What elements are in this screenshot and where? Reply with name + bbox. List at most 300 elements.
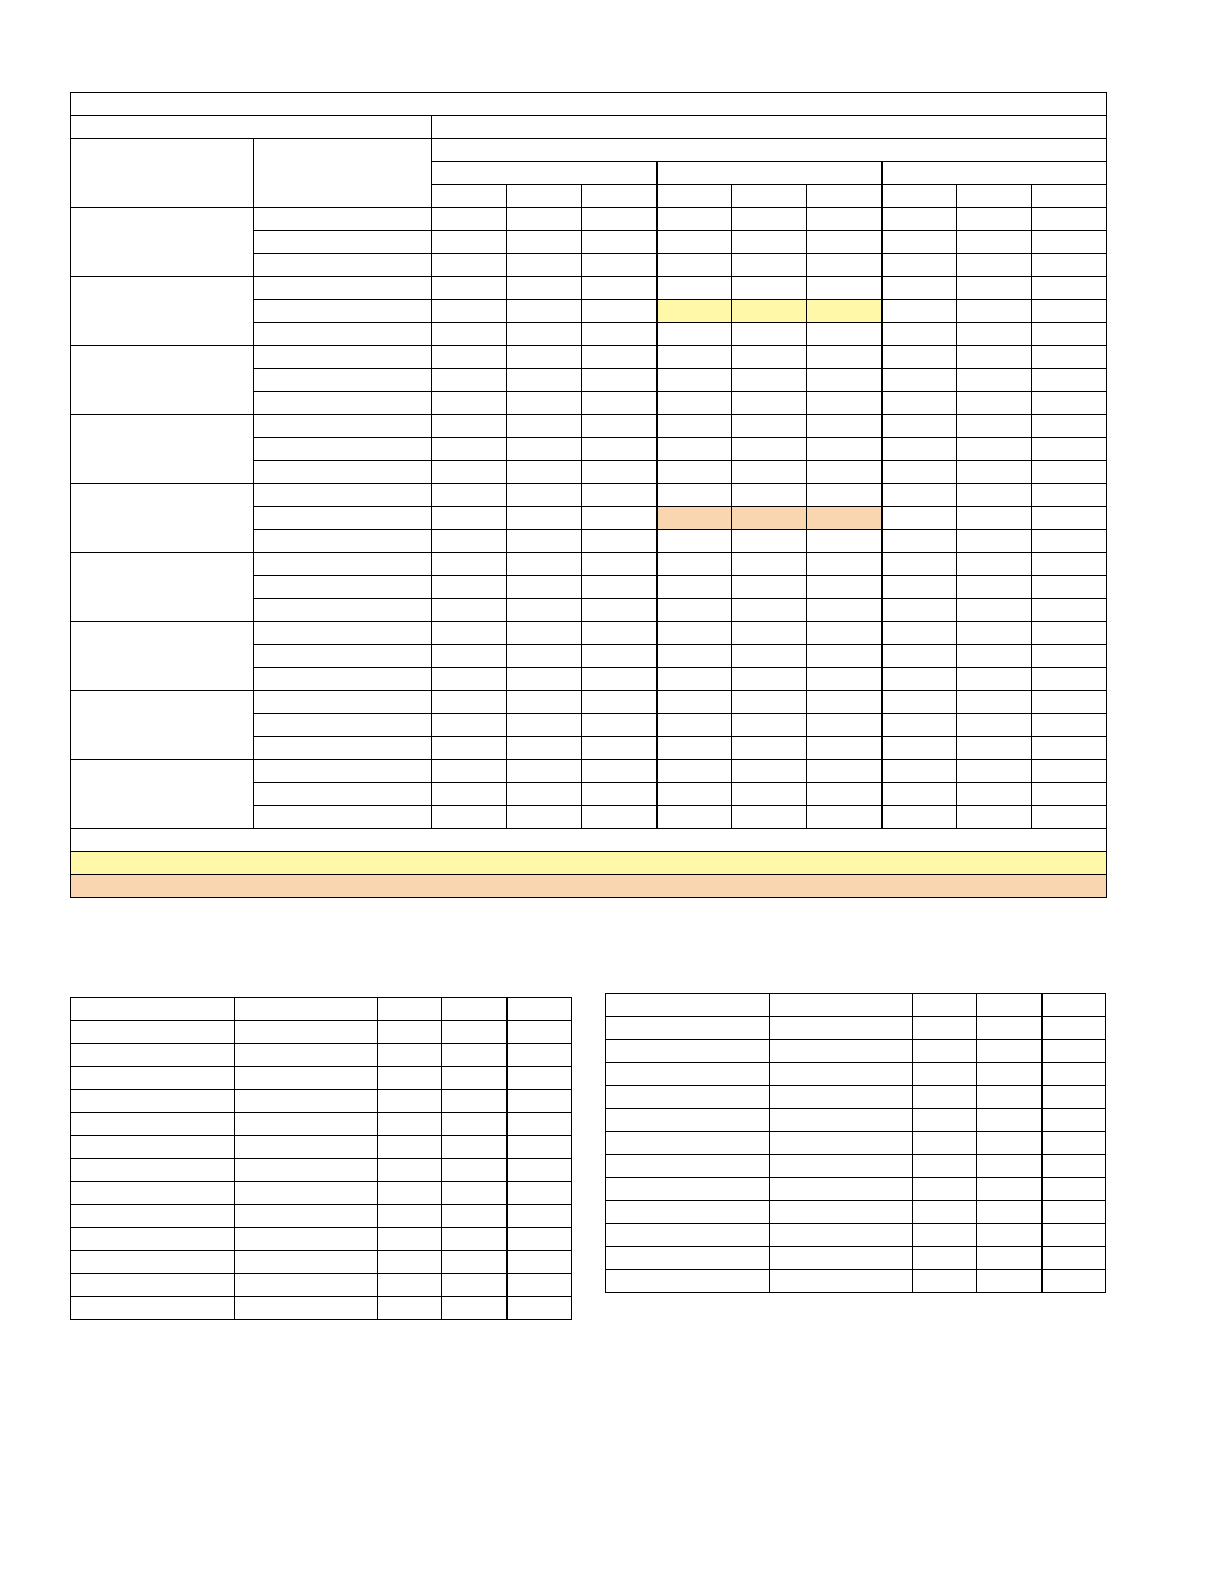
table-cell (507, 714, 582, 737)
table-cell (957, 369, 1032, 392)
table-cell (807, 346, 882, 369)
table-cell (1032, 231, 1107, 254)
table-cell (807, 231, 882, 254)
table-row (71, 277, 1107, 300)
table-row (606, 1132, 1106, 1155)
table-cell (606, 994, 770, 1017)
table-cell (957, 254, 1032, 277)
table-row (71, 484, 1107, 507)
table-cell (432, 415, 507, 438)
table-cell (507, 599, 582, 622)
table-cell (882, 783, 957, 806)
table-cell (507, 1067, 572, 1090)
column-supergroup (432, 139, 1107, 162)
table-cell (957, 277, 1032, 300)
table-cell (807, 691, 882, 714)
table-row (71, 1251, 572, 1274)
table-cell (657, 668, 732, 691)
table-cell (507, 1159, 572, 1182)
table-cell (432, 668, 507, 691)
table-row (71, 1113, 572, 1136)
table-row (71, 1021, 572, 1044)
table-cell (582, 507, 657, 530)
table-cell (977, 1040, 1042, 1063)
table-cell (732, 553, 807, 576)
table-cell (507, 254, 582, 277)
table-row (606, 1178, 1106, 1201)
table-cell (807, 507, 882, 530)
table-cell (235, 998, 378, 1021)
table-cell (71, 1044, 235, 1067)
table-cell (1032, 737, 1107, 760)
table-cell (606, 1224, 770, 1247)
table-cell (657, 461, 732, 484)
table-cell (1042, 1132, 1106, 1155)
column-group (882, 162, 1107, 185)
row-label (254, 760, 432, 783)
table-cell (770, 1270, 913, 1293)
table-cell (770, 1155, 913, 1178)
table-cell (1032, 277, 1107, 300)
table-cell (732, 484, 807, 507)
table-cell (1032, 691, 1107, 714)
table-cell (432, 392, 507, 415)
table-cell (606, 1040, 770, 1063)
table-cell (977, 994, 1042, 1017)
row-label (254, 806, 432, 829)
table-cell (1032, 760, 1107, 783)
table-cell (977, 1155, 1042, 1178)
row-group-label (71, 277, 254, 346)
sub-column-header (1032, 185, 1107, 208)
table-cell (913, 1017, 977, 1040)
table-cell (507, 668, 582, 691)
table-cell (582, 530, 657, 553)
table-cell (1042, 1247, 1106, 1270)
table-row (71, 1044, 572, 1067)
table-cell (507, 277, 582, 300)
row-label (254, 438, 432, 461)
sub-column-header (507, 185, 582, 208)
table-cell (235, 1067, 378, 1090)
table-cell (606, 1270, 770, 1293)
table-cell (732, 277, 807, 300)
table-cell (657, 254, 732, 277)
table-cell (977, 1017, 1042, 1040)
table-cell (432, 599, 507, 622)
table-cell (657, 323, 732, 346)
row-group-label (71, 553, 254, 622)
table-cell (732, 668, 807, 691)
table-cell (378, 1090, 442, 1113)
table-cell (582, 392, 657, 415)
table-cell (442, 1228, 507, 1251)
table-cell (770, 994, 913, 1017)
row-label (254, 714, 432, 737)
legend-swatch-row (71, 875, 1107, 898)
table-cell (582, 208, 657, 231)
table-cell (957, 438, 1032, 461)
table-row (606, 1247, 1106, 1270)
table-cell (913, 1109, 977, 1132)
table-cell (507, 392, 582, 415)
table-cell (432, 530, 507, 553)
table-cell (732, 530, 807, 553)
table-cell (432, 300, 507, 323)
table-row (606, 1109, 1106, 1132)
table-cell (657, 599, 732, 622)
table-cell (977, 1086, 1042, 1109)
table-cell (732, 645, 807, 668)
table-cell (770, 1086, 913, 1109)
table-cell (657, 714, 732, 737)
table-cell (442, 1297, 507, 1320)
table-cell (582, 438, 657, 461)
table-cell (957, 231, 1032, 254)
table-cell (1032, 254, 1107, 277)
table-cell (732, 760, 807, 783)
table-row (71, 346, 1107, 369)
table-cell (507, 415, 582, 438)
table-cell (582, 300, 657, 323)
row-label (254, 231, 432, 254)
table-cell (507, 1205, 572, 1228)
table-cell (1042, 1017, 1106, 1040)
table-cell (882, 553, 957, 576)
table-cell (71, 1274, 235, 1297)
table-cell (882, 760, 957, 783)
table-cell (1032, 507, 1107, 530)
row-label (254, 783, 432, 806)
table-cell (657, 760, 732, 783)
table-cell (957, 208, 1032, 231)
table-cell (770, 1040, 913, 1063)
table-cell (1032, 369, 1107, 392)
table-cell (432, 622, 507, 645)
table-cell (432, 461, 507, 484)
table-cell (957, 484, 1032, 507)
table-row (71, 1182, 572, 1205)
table-cell (507, 760, 582, 783)
table-cell (770, 1247, 913, 1270)
row-label (254, 300, 432, 323)
header-right (432, 116, 1107, 139)
table-cell (807, 737, 882, 760)
table-cell (235, 1044, 378, 1067)
row-group-label (71, 760, 254, 829)
table-cell (507, 806, 582, 829)
table-cell (807, 622, 882, 645)
table-cell (582, 783, 657, 806)
table-cell (657, 553, 732, 576)
table-cell (442, 1136, 507, 1159)
table-cell (507, 1297, 572, 1320)
table-cell (235, 1090, 378, 1113)
table-cell (882, 737, 957, 760)
sub-column-header (657, 185, 732, 208)
table-cell (507, 553, 582, 576)
row-label (254, 208, 432, 231)
table-cell (1032, 415, 1107, 438)
table-cell (1032, 783, 1107, 806)
footer-row (71, 852, 1107, 875)
table-cell (582, 599, 657, 622)
table-cell (732, 691, 807, 714)
table-cell (977, 1109, 1042, 1132)
table-cell (1032, 484, 1107, 507)
footer-row (71, 829, 1107, 852)
table-cell (657, 484, 732, 507)
table-cell (235, 1251, 378, 1274)
table-cell (977, 1178, 1042, 1201)
table-cell (442, 1205, 507, 1228)
table-row (71, 1090, 572, 1113)
table-cell (770, 1132, 913, 1155)
table-row (606, 1155, 1106, 1178)
table-cell (807, 484, 882, 507)
table-cell (378, 998, 442, 1021)
table-cell (507, 1090, 572, 1113)
table-cell (507, 1251, 572, 1274)
table-cell (1032, 668, 1107, 691)
table-cell (235, 1182, 378, 1205)
table-cell (432, 760, 507, 783)
table-cell (582, 369, 657, 392)
table-cell (882, 438, 957, 461)
table-cell (1032, 461, 1107, 484)
table-cell (507, 576, 582, 599)
table-cell (657, 783, 732, 806)
table-cell (957, 300, 1032, 323)
table-cell (732, 714, 807, 737)
table-row (606, 1270, 1106, 1293)
table-cell (807, 530, 882, 553)
table-cell (913, 1247, 977, 1270)
table-cell (957, 530, 1032, 553)
table-cell (657, 806, 732, 829)
right-summary-table (605, 993, 1106, 1293)
table-cell (582, 576, 657, 599)
table-cell (1032, 346, 1107, 369)
table-cell (582, 231, 657, 254)
table-cell (378, 1274, 442, 1297)
table-cell (432, 277, 507, 300)
table-cell (378, 1136, 442, 1159)
table-cell (732, 806, 807, 829)
table-cell (770, 1201, 913, 1224)
table-cell (507, 484, 582, 507)
table-cell (432, 254, 507, 277)
row-group-label (71, 346, 254, 415)
row-label (254, 622, 432, 645)
table-cell (432, 645, 507, 668)
table-cell (378, 1021, 442, 1044)
table-cell (732, 507, 807, 530)
table-cell (977, 1063, 1042, 1086)
table-cell (507, 783, 582, 806)
table-cell (582, 691, 657, 714)
table-cell (71, 1182, 235, 1205)
table-cell (807, 254, 882, 277)
table-cell (1032, 622, 1107, 645)
table-cell (582, 668, 657, 691)
table-row (71, 998, 572, 1021)
table-cell (957, 622, 1032, 645)
table-cell (807, 300, 882, 323)
table-cell (582, 484, 657, 507)
table-header-row (71, 116, 1107, 139)
table-cell (770, 1063, 913, 1086)
table-cell (582, 415, 657, 438)
table-row (71, 622, 1107, 645)
table-cell (732, 323, 807, 346)
table-cell (657, 622, 732, 645)
table-cell (657, 645, 732, 668)
row-label (254, 691, 432, 714)
table-cell (442, 998, 507, 1021)
table-cell (378, 1067, 442, 1090)
table-cell (442, 1090, 507, 1113)
table-row (71, 415, 1107, 438)
table-cell (657, 208, 732, 231)
legend-swatch-row (71, 852, 1107, 875)
table-cell (732, 461, 807, 484)
table-cell (882, 530, 957, 553)
table-cell (582, 553, 657, 576)
table-cell (606, 1155, 770, 1178)
table-cell (432, 737, 507, 760)
table-cell (582, 806, 657, 829)
sub-column-header (882, 185, 957, 208)
row-group-label (71, 484, 254, 553)
table-cell (235, 1136, 378, 1159)
table-row (71, 1297, 572, 1320)
table-cell (913, 1063, 977, 1086)
table-cell (732, 438, 807, 461)
table-cell (507, 346, 582, 369)
table-cell (657, 737, 732, 760)
table-cell (1032, 530, 1107, 553)
table-cell (657, 691, 732, 714)
table-cell (1032, 300, 1107, 323)
sub-column-header (732, 185, 807, 208)
table-cell (913, 1270, 977, 1293)
table-cell (432, 208, 507, 231)
table-cell (1042, 1224, 1106, 1247)
table-cell (1042, 1109, 1106, 1132)
table-cell (882, 714, 957, 737)
table-cell (582, 760, 657, 783)
table-cell (71, 1067, 235, 1090)
table-cell (1042, 1040, 1106, 1063)
table-cell (71, 1113, 235, 1136)
table-cell (882, 346, 957, 369)
table-title-row (71, 93, 1107, 116)
left-summary-table (70, 997, 572, 1320)
table-cell (432, 346, 507, 369)
table-cell (71, 1205, 235, 1228)
table-cell (606, 1201, 770, 1224)
table-cell (807, 668, 882, 691)
table-cell (432, 484, 507, 507)
sub-column-header (582, 185, 657, 208)
table-cell (582, 346, 657, 369)
table-cell (732, 737, 807, 760)
table-cell (913, 1178, 977, 1201)
table-cell (442, 1067, 507, 1090)
table-cell (807, 714, 882, 737)
table-cell (882, 806, 957, 829)
table-cell (807, 806, 882, 829)
column-group (657, 162, 882, 185)
table-cell (732, 392, 807, 415)
row-label (254, 668, 432, 691)
table-cell (977, 1224, 1042, 1247)
table-cell (882, 645, 957, 668)
table-cell (882, 415, 957, 438)
table-cell (507, 691, 582, 714)
table-cell (582, 461, 657, 484)
row-label (254, 530, 432, 553)
table-cell (507, 1136, 572, 1159)
table-cell (606, 1086, 770, 1109)
table-cell (770, 1224, 913, 1247)
table-cell (432, 806, 507, 829)
table-cell (235, 1228, 378, 1251)
row-group-header (71, 139, 254, 208)
table-cell (770, 1178, 913, 1201)
row-label (254, 599, 432, 622)
table-cell (882, 277, 957, 300)
table-cell (882, 622, 957, 645)
table-cell (507, 1044, 572, 1067)
table-cell (657, 231, 732, 254)
table-cell (507, 1228, 572, 1251)
table-cell (1042, 994, 1106, 1017)
table-cell (882, 231, 957, 254)
table-cell (732, 576, 807, 599)
table-cell (657, 369, 732, 392)
table-cell (582, 645, 657, 668)
table-cell (957, 392, 1032, 415)
table-cell (507, 438, 582, 461)
table-cell (807, 760, 882, 783)
table-cell (235, 1297, 378, 1320)
table-cell (442, 1021, 507, 1044)
table-cell (657, 507, 732, 530)
table-cell (235, 1159, 378, 1182)
table-cell (807, 415, 882, 438)
table-cell (957, 507, 1032, 530)
table-cell (657, 392, 732, 415)
row-group-label (71, 208, 254, 277)
table-cell (235, 1205, 378, 1228)
table-cell (657, 300, 732, 323)
sub-column-header (957, 185, 1032, 208)
table-cell (71, 1090, 235, 1113)
table-cell (957, 576, 1032, 599)
row-group-label (71, 691, 254, 760)
sub-column-header (807, 185, 882, 208)
table-cell (606, 1132, 770, 1155)
row-label (254, 254, 432, 277)
table-cell (913, 1155, 977, 1178)
table-cell (770, 1109, 913, 1132)
table-cell (582, 622, 657, 645)
table-cell (582, 714, 657, 737)
row-sub-header (254, 139, 432, 208)
row-label (254, 277, 432, 300)
